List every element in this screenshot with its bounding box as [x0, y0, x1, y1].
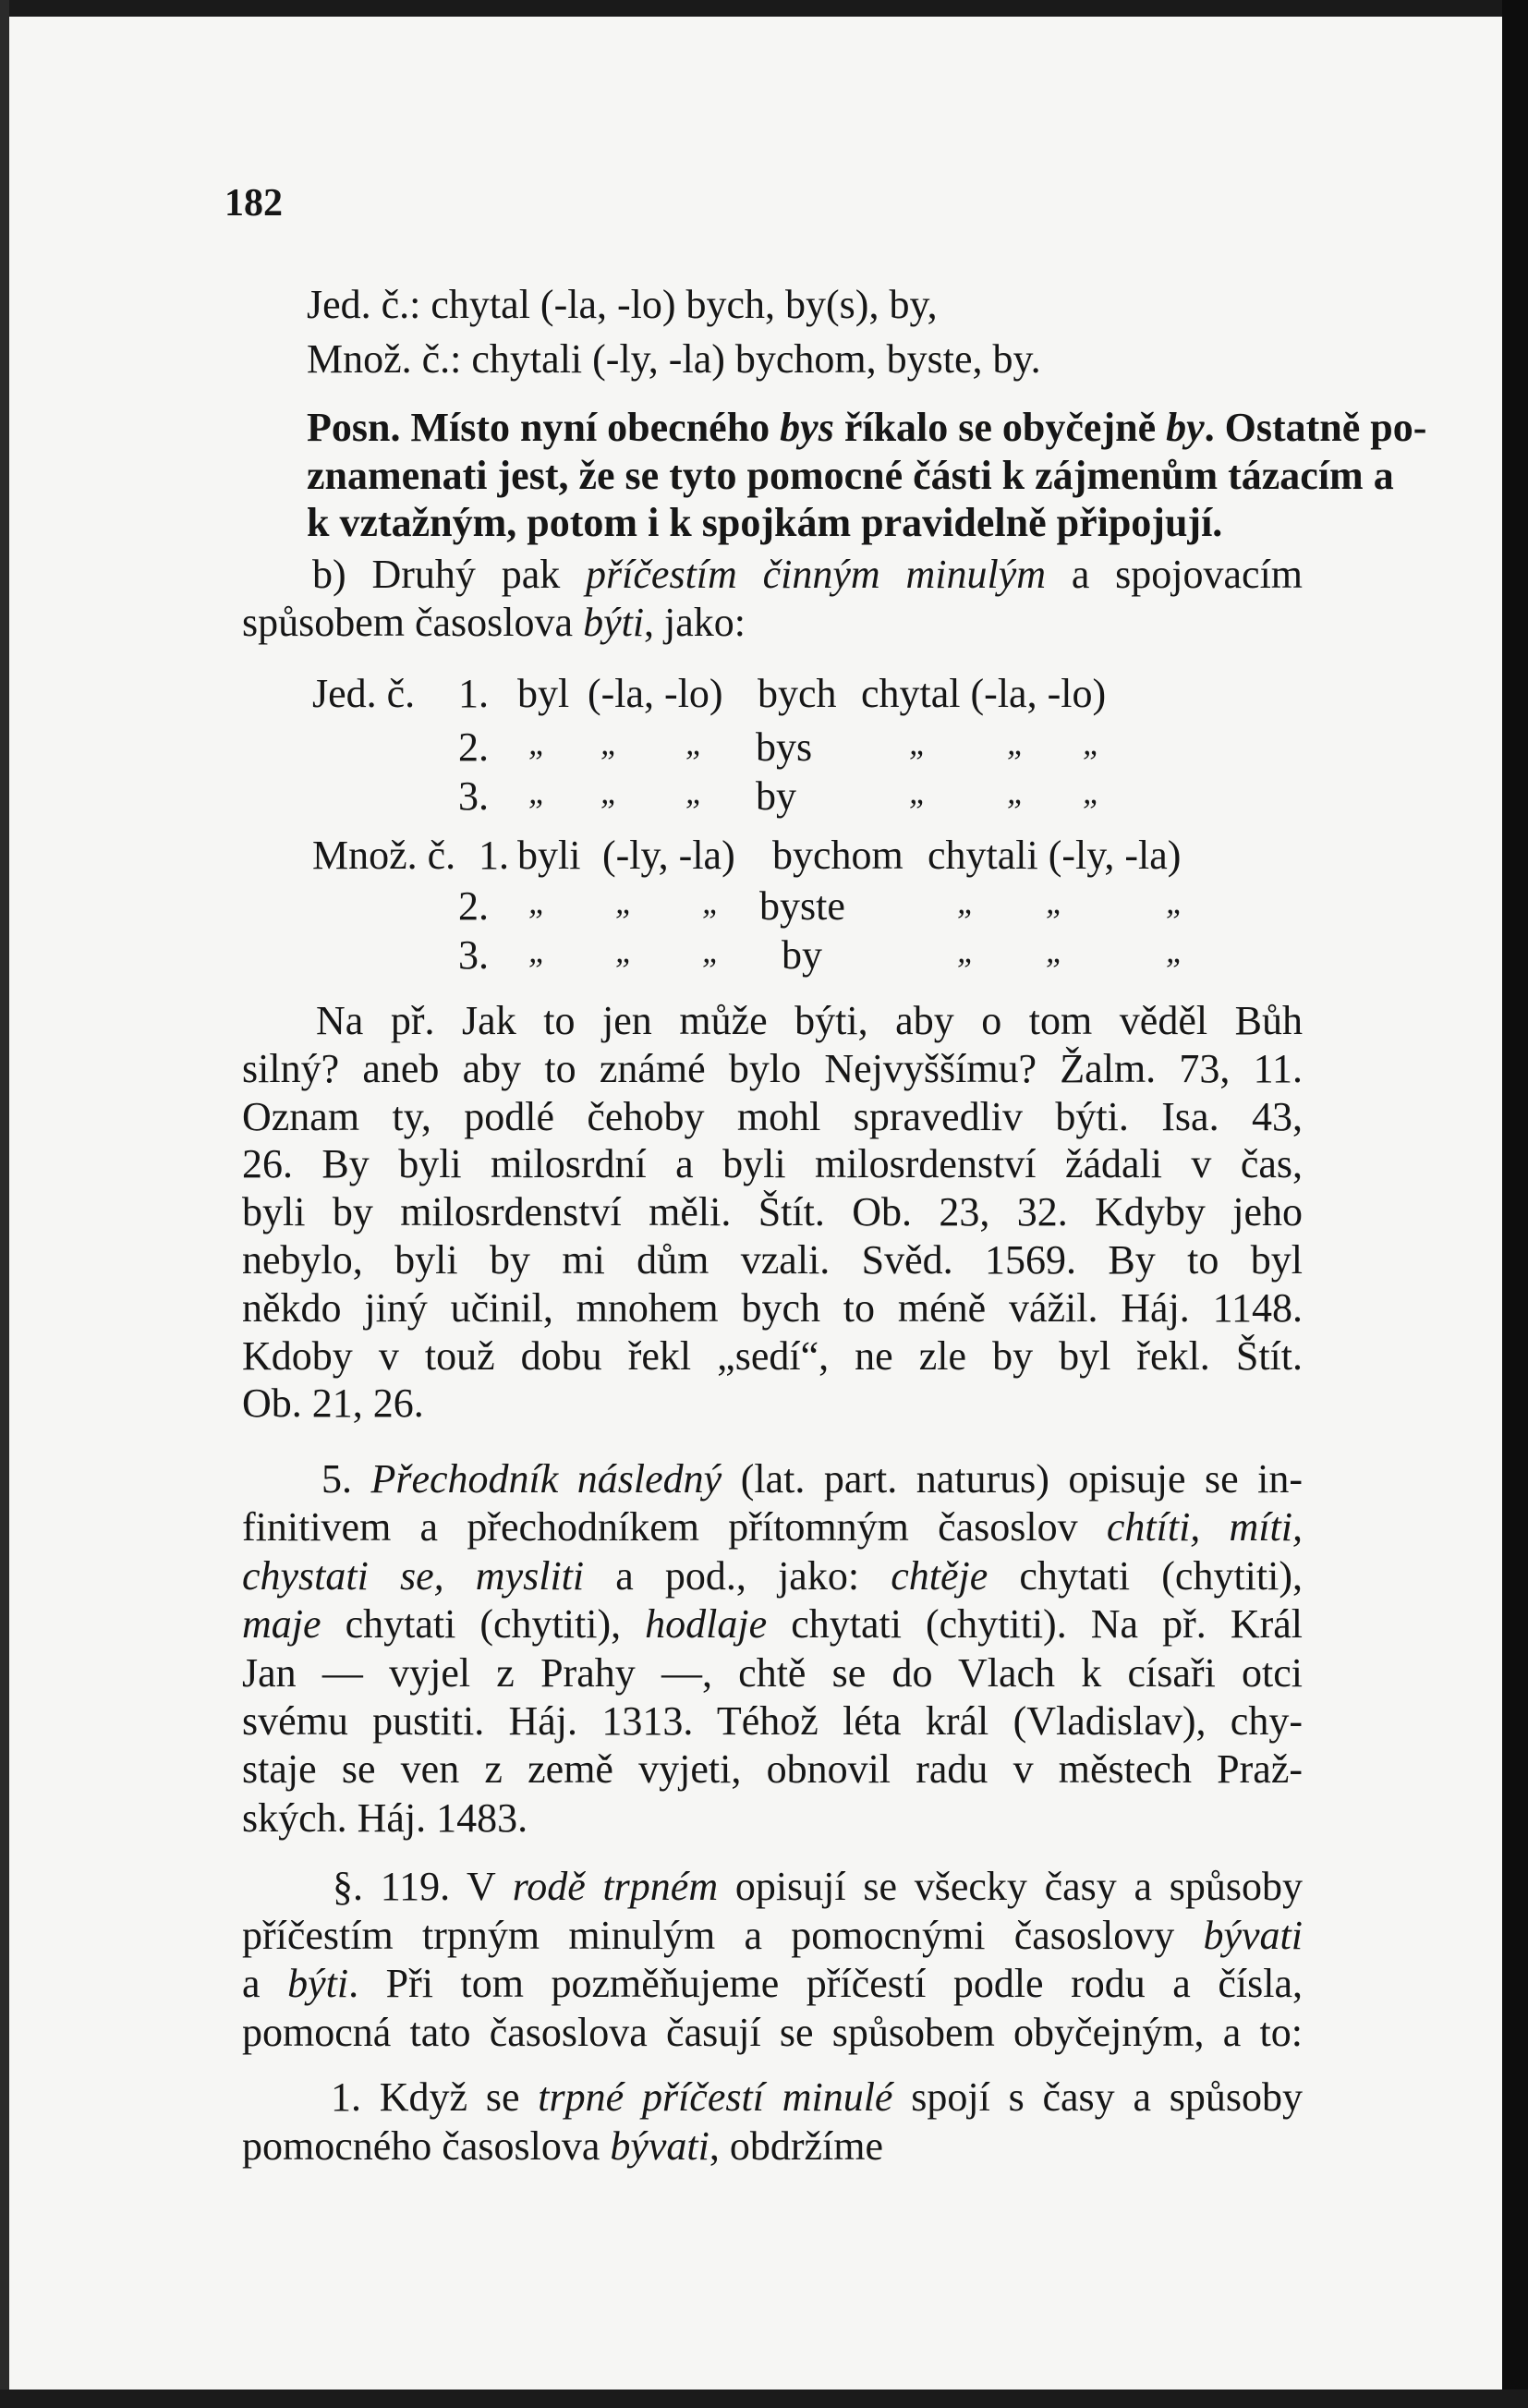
examples-line: Na př. Jak to jen může býti, aby o tom věděl Bůh [316, 998, 1303, 1043]
ditto-mark: „ [957, 883, 976, 920]
examples-line: nebylo, byli by mi dům vzali. Svěd. 1569. By to byl [242, 1236, 1303, 1283]
auxiliary: bychom [772, 833, 903, 878]
examples-line: Ob. 21, 26. [242, 1380, 424, 1427]
auxiliary: bys [756, 724, 813, 770]
examples-line: Kdoby v touž dobu řekl „sedí“, ne zle by byl řekl. Štít. [242, 1332, 1303, 1379]
scan-edge-top [0, 0, 1528, 17]
page-number: 182 [224, 182, 283, 225]
ditto-mark: „ [528, 883, 548, 920]
conjugation-plural: Množ. č.: chytali (-ly, -la) bychom, byste, by. [307, 336, 1041, 382]
scan-edge-right [1502, 0, 1528, 2408]
plural-label: Množ. č. [312, 833, 456, 878]
ditto-mark: „ [1083, 773, 1102, 810]
point5-line: ských. Háj. 1483. [242, 1794, 528, 1841]
auxiliary: bych [758, 671, 837, 716]
auxiliary: by [756, 773, 796, 819]
examples-line: silný? aneb aby to známé bylo Nejvyššímu? Žalm. 73, 11. [242, 1045, 1303, 1091]
ditto-mark: „ [1007, 773, 1026, 810]
note-line-3: k vztažným, potom i k spojkám pravidelně připojují. [307, 500, 1223, 545]
ditto-mark: „ [702, 932, 722, 969]
auxiliary: by [782, 932, 822, 978]
section-b-line-1: b) Druhý pak příčestím činným minulým a spojovacím [312, 552, 1304, 597]
scan-edge-bottom [0, 2390, 1528, 2408]
row-number: 1. [458, 671, 489, 716]
row-number: 3. [458, 773, 489, 819]
ditto-mark: „ [615, 883, 635, 920]
main-verb: chytali (-ly, -la) [928, 833, 1182, 878]
examples-paragraph [242, 997, 1303, 1428]
point-5-paragraph [242, 1455, 1303, 1842]
singular-label: Jed. č. [312, 671, 416, 716]
point5-line: maje chytati (chytiti), hodlaje chytati (chytiti). Na př. Král [242, 1601, 1303, 1648]
point5-line: chystati se, mysliti a pod., jako: chtěje chytati (chytiti), [242, 1552, 1303, 1599]
row-number: 2. [458, 883, 489, 929]
examples-line: někdo jiný učinil, mnohem bych to méně vážil. Háj. 1148. [242, 1284, 1303, 1331]
participle: byli [517, 833, 581, 878]
point-1-paragraph [242, 2073, 1303, 2171]
conjugation-singular: Jed. č.: chytal (-la, -lo) bych, by(s), by, [307, 282, 938, 327]
ditto-mark: „ [685, 773, 705, 810]
ditto-mark: „ [909, 773, 928, 810]
examples-line: Oznam ty, podlé čehoby mohl spravedliv býti. Isa. 43, [242, 1093, 1303, 1139]
examples-line: 26. By byli milosrdní a byli milosrdenství žádali v čas, [242, 1141, 1303, 1187]
point1-line: 1. Když se trpné příčestí minulé spojí s časy a spůsoby [331, 2074, 1304, 2120]
ditto-mark: „ [685, 724, 705, 761]
point5-line: 5. Přechodník následný (lat. part. naturus) opisuje se in- [321, 1456, 1304, 1502]
auxiliary: byste [759, 883, 845, 929]
note [307, 404, 1427, 547]
participle-ending: (-ly, -la) [602, 833, 735, 878]
ditto-mark: „ [600, 773, 620, 810]
ditto-mark: „ [1166, 883, 1185, 920]
section119-line: příčestím trpným minulým a pomocnými časoslovy bývati [242, 1912, 1303, 1958]
row-number: 3. [458, 932, 489, 978]
scan-edge-left [0, 0, 9, 2408]
participle-ending: (-la, -lo) [588, 671, 723, 716]
section119-line: §. 119. V rodě trpném opisují se všecky časy a spůsoby [333, 1864, 1304, 1909]
ditto-mark: „ [909, 724, 928, 761]
point5-line: finitivem a přechodníkem přítomným časoslov chtíti, míti, [242, 1504, 1303, 1551]
section119-line: a býti. Při tom pozměňujeme příčestí podle rodu a čísla, [242, 1961, 1304, 2006]
main-verb: chytal (-la, -lo) [861, 671, 1107, 716]
section119-line: pomocná tato časoslova časují se spůsobem obyčejným, a to: [242, 2009, 1303, 2055]
ditto-mark: „ [1046, 883, 1065, 920]
row-number: 2. [458, 724, 489, 770]
ditto-mark: „ [600, 724, 620, 761]
point5-line: Jan — vyjel z Prahy —, chtě se do Vlach k císaři otci [242, 1649, 1303, 1696]
point1-line: pomocného časoslova bývati, obdržíme [242, 2123, 884, 2169]
ditto-mark: „ [1046, 932, 1065, 969]
row-number: 1. [479, 833, 509, 878]
section-119-paragraph [242, 1863, 1303, 2057]
section-b-line-2: spůsobem časoslova býti, jako: [242, 599, 746, 645]
ditto-mark: „ [957, 932, 976, 969]
section-b [242, 551, 1303, 646]
ditto-mark: „ [528, 932, 548, 969]
participle: byl [517, 671, 570, 716]
ditto-mark: „ [702, 883, 722, 920]
point5-line: staje se ven z země vyjeti, obnovil radu v městech Praž- [242, 1746, 1303, 1793]
ditto-mark: „ [615, 932, 635, 969]
ditto-mark: „ [1083, 724, 1102, 761]
ditto-mark: „ [1007, 724, 1026, 761]
point5-line: svému pustiti. Háj. 1313. Téhož léta král (Vladislav), chy- [242, 1698, 1303, 1745]
ditto-mark: „ [528, 724, 548, 761]
examples-line: byli by milosrdenství měli. Štít. Ob. 23, 32. Kdyby jeho [242, 1189, 1303, 1235]
ditto-mark: „ [1166, 932, 1185, 969]
note-line-1: Posn. Místo nyní obecného bys říkalo se obyčejně by. Ostatně po- [307, 405, 1427, 450]
ditto-mark: „ [528, 773, 548, 810]
note-line-2: znamenati jest, že se tyto pomocné části k zájmenům tázacím a [307, 452, 1394, 498]
